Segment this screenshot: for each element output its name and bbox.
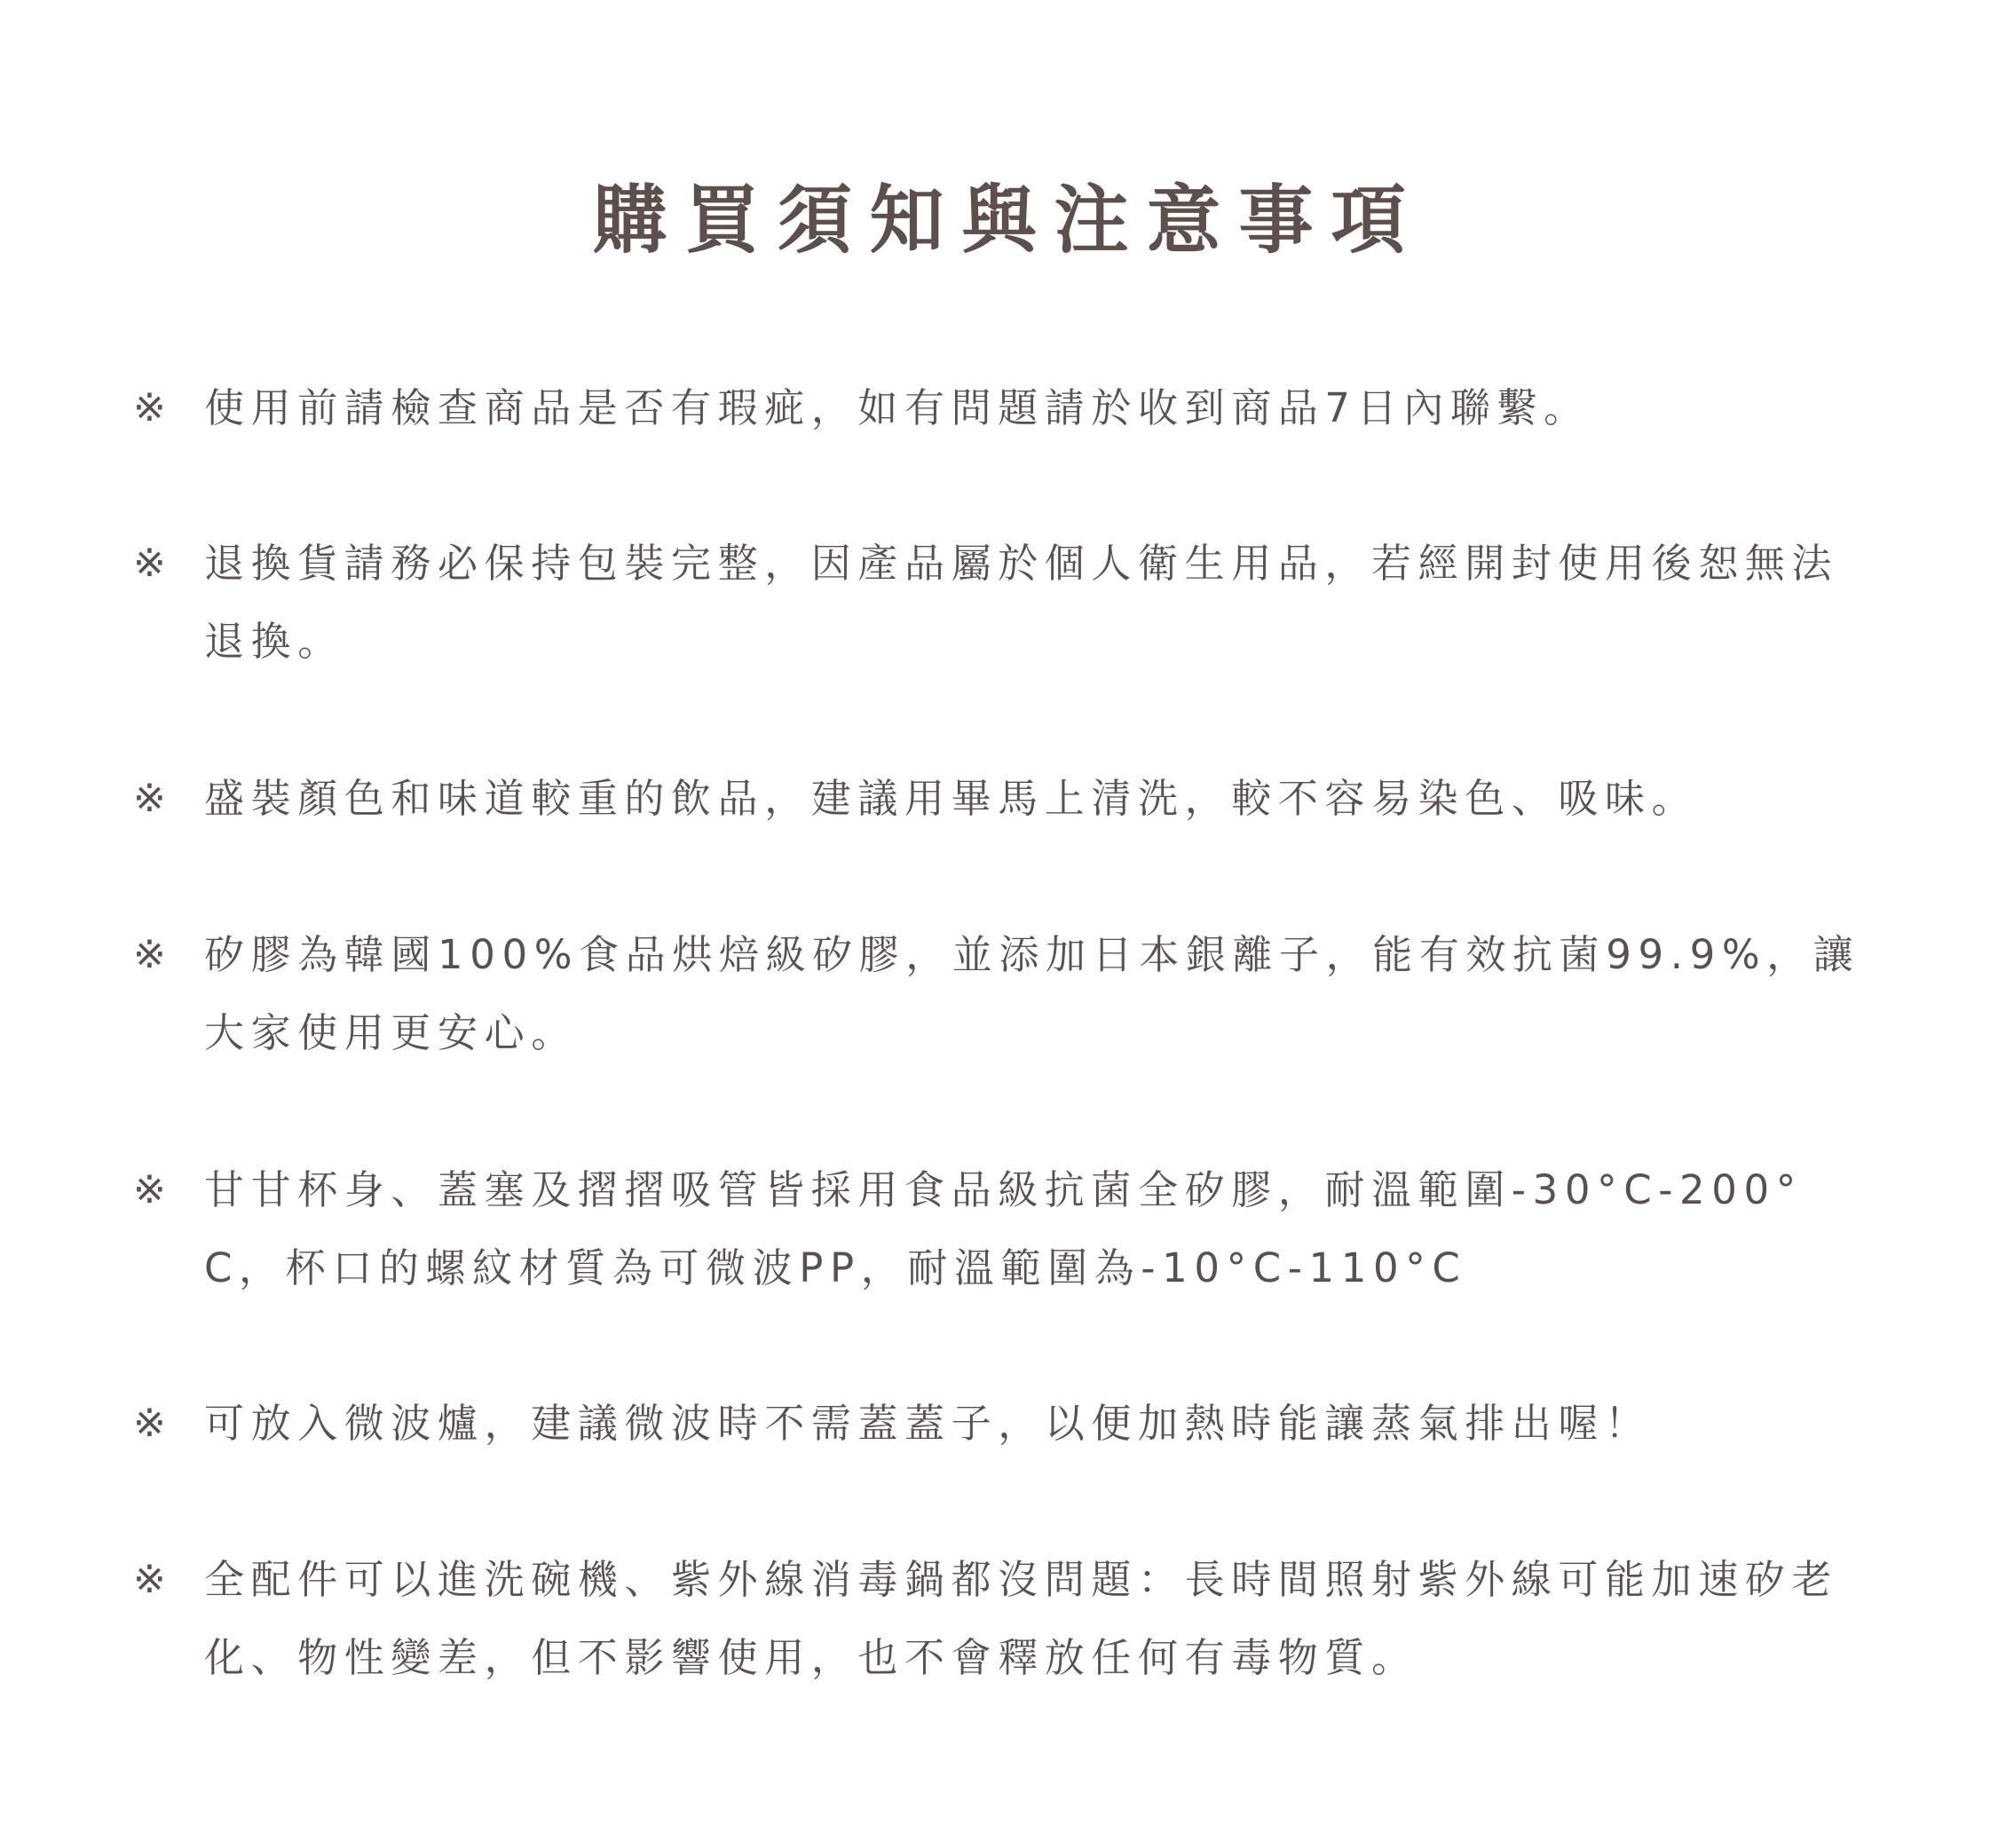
reference-mark-icon: ※ — [133, 932, 166, 977]
notice-text: 甘甘杯身、蓋塞及摺摺吸管皆採用食品級抗菌全矽膠，耐溫範圍-30°C-200°C，杯口的螺紋材質為可微波PP，耐溫範圍為-10°C-110°C — [204, 1166, 1803, 1291]
notice-text: 退換貨請務必保持包裝完整，因產品屬於個人衛生用品，若經開封使用後恕無法退換。 — [204, 540, 1839, 665]
notice-text: 可放入微波爐，建議微波時不需蓋蓋子，以便加熱時能讓蒸氣排出喔！ — [204, 1400, 1652, 1447]
reference-mark-icon: ※ — [133, 1401, 166, 1446]
reference-mark-icon: ※ — [133, 541, 166, 586]
reference-mark-icon: ※ — [133, 1557, 166, 1602]
notice-text: 盛裝顏色和味道較重的飲品，建議用畢馬上清洗，較不容易染色、吸味。 — [204, 775, 1699, 822]
notice-text: 矽膠為韓國100%食品烘焙級矽膠，並添加日本銀離子，能有效抗菌99.9%，讓大家使用更安心。 — [204, 931, 1860, 1056]
reference-mark-icon: ※ — [133, 385, 166, 430]
notice-text: 使用前請檢查商品是否有瑕疵，如有問題請於收到商品7日內聯繫。 — [204, 384, 1591, 431]
reference-mark-icon: ※ — [133, 776, 166, 821]
notice-text: 全配件可以進洗碗機、紫外線消毒鍋都沒問題：長時間照射紫外線可能加速矽老化、物性變差，但不影響使用，也不會釋放任何有毒物質。 — [204, 1556, 1839, 1681]
reference-mark-icon: ※ — [133, 1167, 166, 1212]
page-title: 購買須知與注意事項 — [592, 177, 1424, 264]
